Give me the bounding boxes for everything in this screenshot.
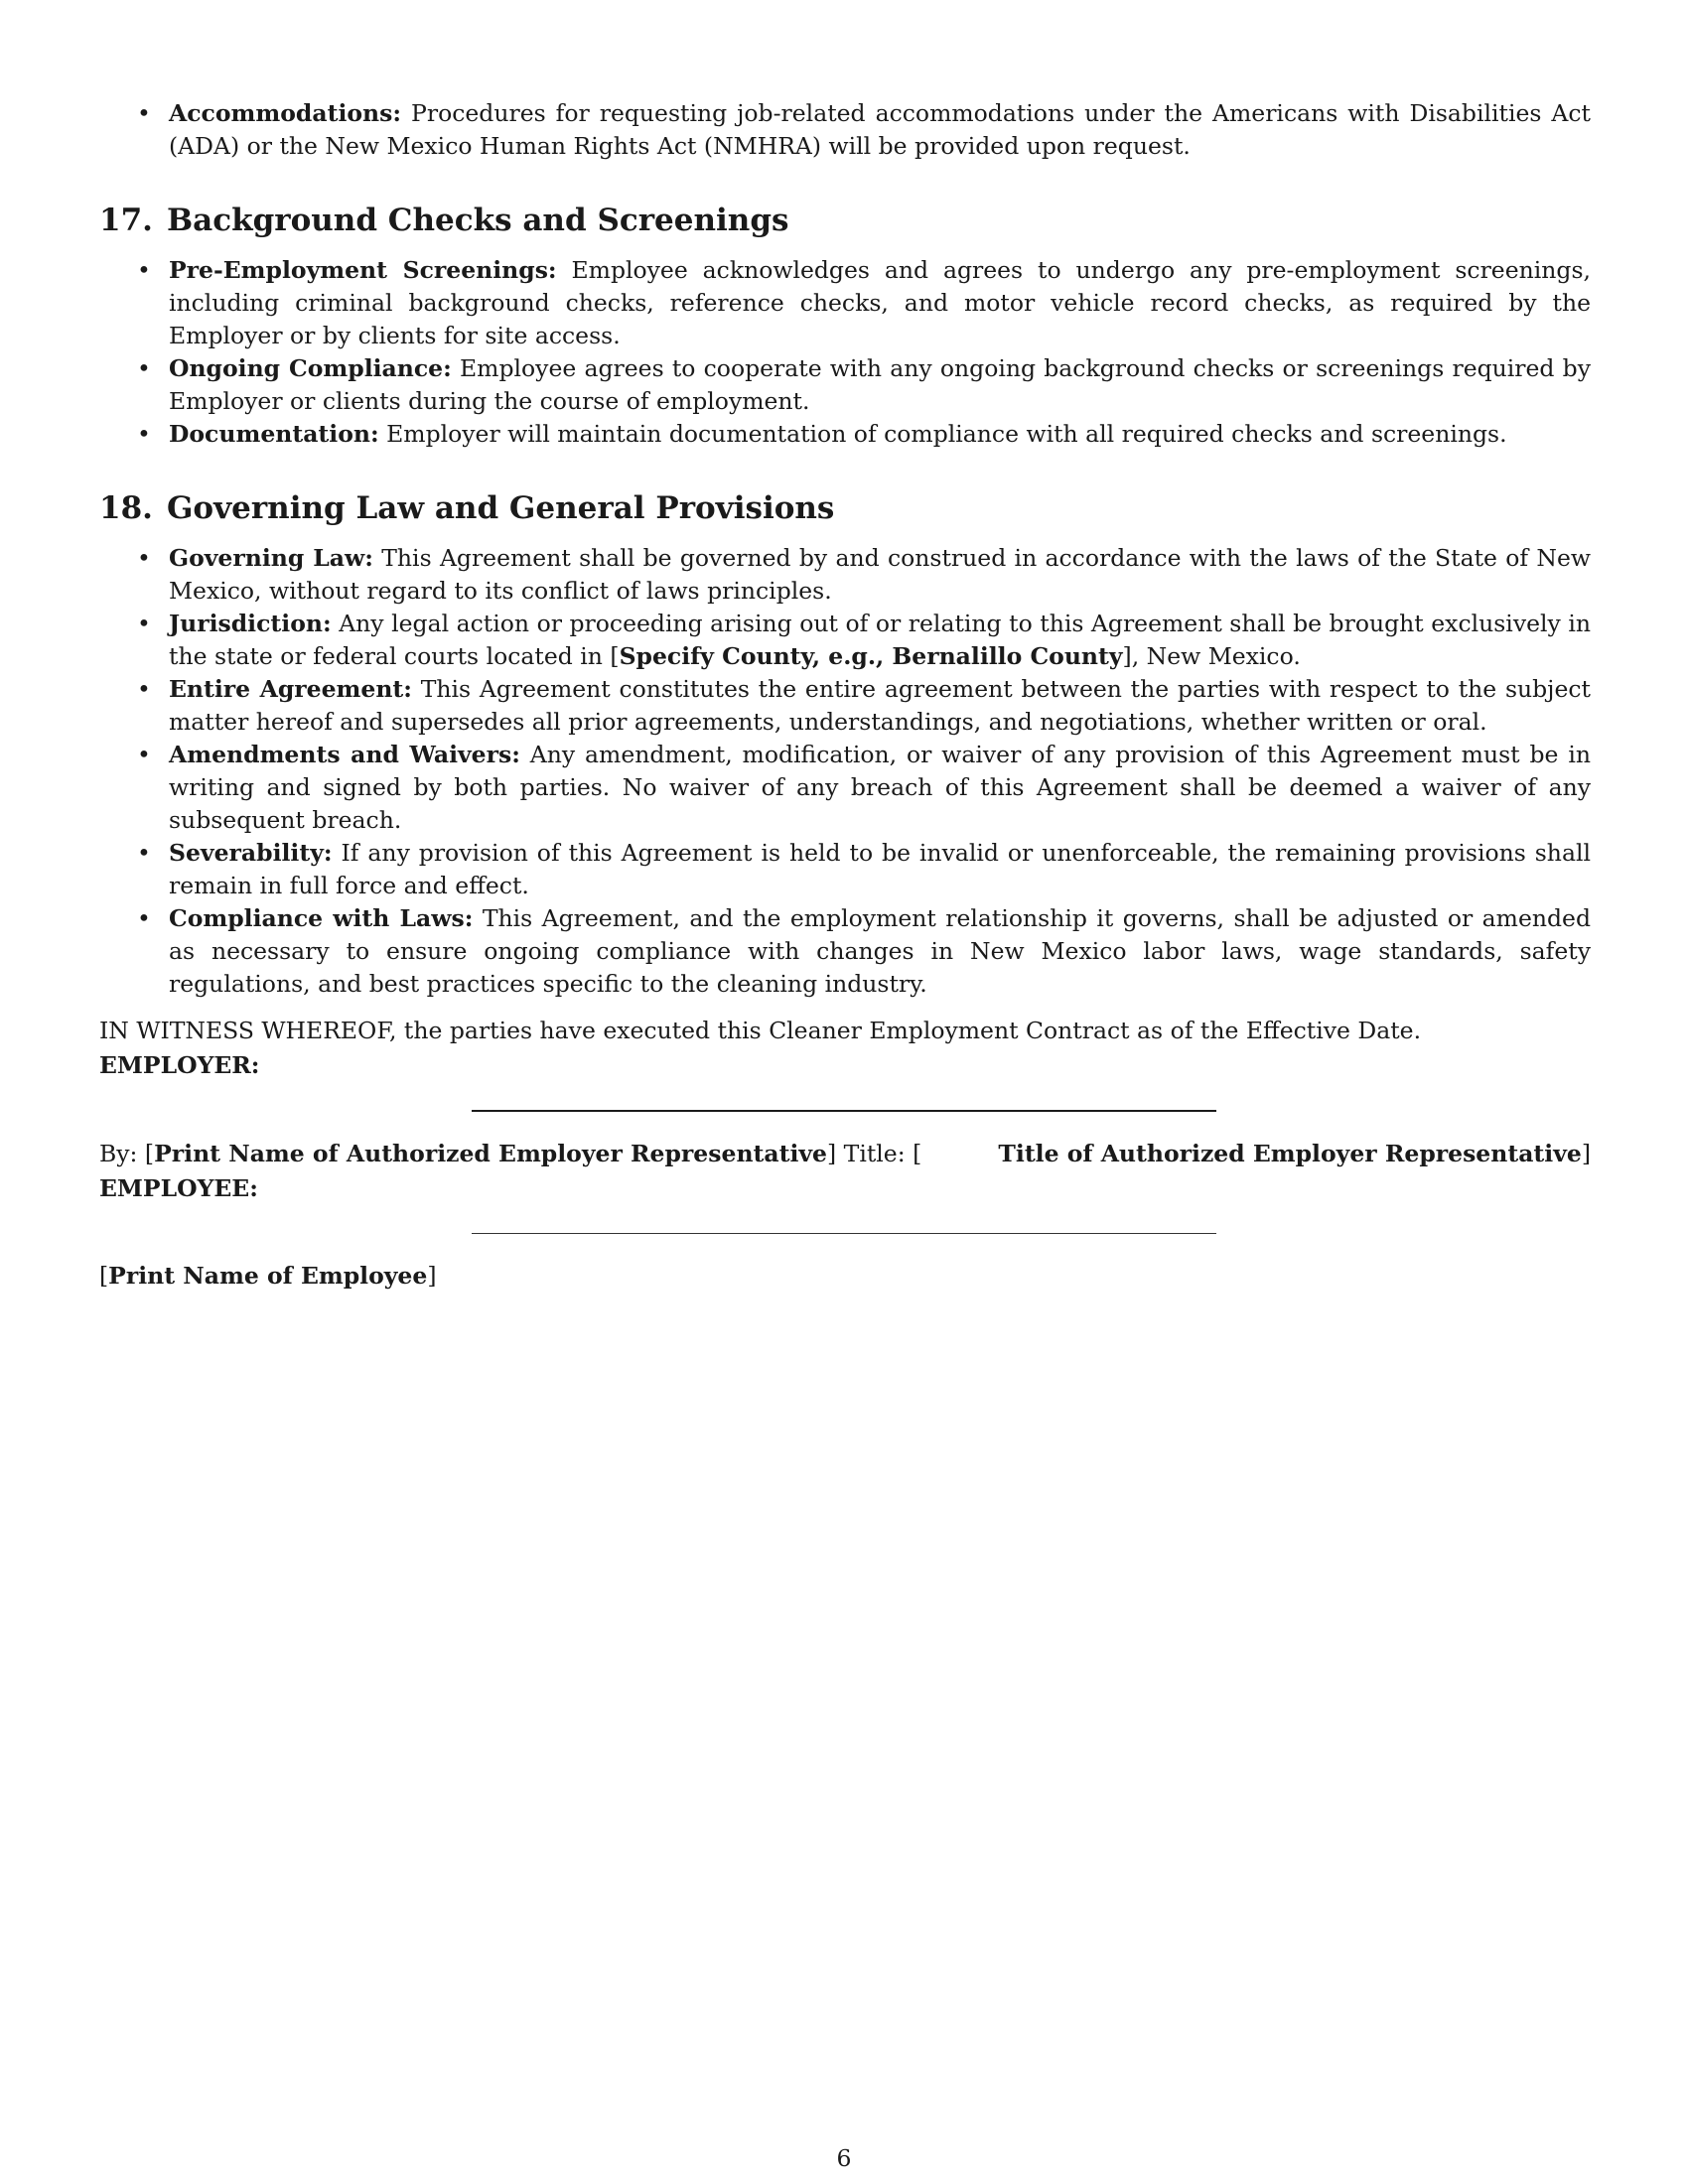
by-prefix: By: [ — [99, 1140, 155, 1167]
employer-title-field — [998, 1138, 1591, 1170]
list-item — [99, 902, 1591, 1001]
item-text: Employee agrees to cooperate with any ongoing background checks or screenings required by Employer or clients during the course of employment. — [169, 354, 1591, 415]
section-17-list — [99, 254, 1591, 451]
county-placeholder: Specify County, e.g., Bernalillo County — [619, 642, 1123, 670]
employee-signature-line[interactable] — [472, 1233, 1216, 1234]
item-text: This Agreement shall be governed by and construed in accordance with the laws of the State of New Mexico, without regard to its conflict of laws principles. — [169, 544, 1591, 605]
witness-statement: IN WITNESS WHEREOF, the parties have executed this Cleaner Employment Contract as of the Effective Date. — [99, 1017, 1422, 1044]
item-term: Jurisdiction: — [169, 610, 332, 637]
section-title: Background Checks and Screenings — [166, 203, 789, 238]
section-18-list — [99, 542, 1591, 1001]
item-text: Employee acknowledges and agrees to undergo any pre-employment screenings, including criminal background checks, reference checks, and motor vehicle record checks, as required by the Employer or by clients for site access. — [169, 256, 1591, 349]
item-term: Amendments and Waivers: — [169, 741, 520, 768]
list-item — [99, 542, 1591, 608]
title-suffix: ] — [1581, 1140, 1591, 1167]
item-term: Entire Agreement: — [169, 675, 412, 703]
employer-signature-line[interactable] — [472, 1110, 1216, 1112]
item-text: Procedures for requesting job-related accommodations under the Americans with Disabilities Act (ADA) or the New Mexico Human Rights Act (NMHRA) will be provided upon request. — [169, 99, 1591, 160]
employer-name-field — [99, 1138, 921, 1170]
section-number: 18. — [99, 490, 153, 526]
accommodations-list — [99, 97, 1591, 163]
item-text: Any amendment, modification, or waiver of any provision of this Agreement must be in writing and signed by both parties. No waiver of any breach of this Agreement shall be deemed a waiver of any subsequent breach. — [169, 741, 1591, 834]
item-term: Pre-Employment Screenings: — [169, 256, 557, 284]
list-item — [99, 673, 1591, 739]
item-term: Documentation: — [169, 420, 379, 448]
employer-label: EMPLOYER: — [99, 1051, 260, 1079]
section-18-heading — [99, 488, 1591, 528]
section-title: Governing Law and General Provisions — [166, 490, 835, 526]
item-term: Compliance with Laws: — [169, 904, 474, 932]
item-text: This Agreement constitutes the entire agreement between the parties with respect to the subject matter hereof and supersedes all prior agreements, understandings, and negotiations, whether written or oral. — [169, 675, 1591, 736]
title-prefix: ] Title: [ — [827, 1140, 922, 1167]
list-item — [99, 97, 1591, 163]
employer-by-line — [99, 1138, 1591, 1170]
list-item — [99, 418, 1591, 451]
name-prefix: [ — [99, 1262, 109, 1290]
employer-title-placeholder: Title of Authorized Employer Representative — [998, 1140, 1582, 1167]
page-number: 6 — [836, 2144, 852, 2172]
document-page — [99, 97, 1591, 1293]
list-item — [99, 608, 1591, 673]
item-term: Accommodations: — [169, 99, 402, 127]
list-item — [99, 739, 1591, 837]
section-number: 17. — [99, 203, 153, 238]
item-text-before: Any legal action or proceeding arising out of or relating to this Agreement shall be brought exclusively in the state or federal courts located in [ — [169, 610, 1591, 670]
item-text-after: ], New Mexico. — [1122, 642, 1301, 670]
name-suffix: ] — [427, 1262, 437, 1290]
item-term: Governing Law: — [169, 544, 373, 572]
item-text: This Agreement, and the employment relationship it governs, shall be adjusted or amended as necessary to ensure ongoing compliance with changes in New Mexico labor laws, wage standards, safety regulations, and best practices specific to the cleaning industry. — [169, 904, 1591, 998]
item-text: If any provision of this Agreement is held to be invalid or unenforceable, the remaining provisions shall remain in full force and effect. — [169, 839, 1591, 899]
employee-name-line — [99, 1260, 1591, 1293]
section-17-heading — [99, 201, 1591, 240]
list-item — [99, 352, 1591, 418]
employee-name-placeholder: Print Name of Employee — [108, 1262, 428, 1290]
list-item — [99, 837, 1591, 902]
employer-name-placeholder: Print Name of Authorized Employer Representative — [154, 1140, 827, 1167]
item-text: Employer will maintain documentation of compliance with all required checks and screenings. — [386, 420, 1507, 448]
item-term: Ongoing Compliance: — [169, 354, 452, 382]
item-term: Severability: — [169, 839, 333, 867]
list-item — [99, 254, 1591, 352]
employee-label: EMPLOYEE: — [99, 1174, 258, 1202]
